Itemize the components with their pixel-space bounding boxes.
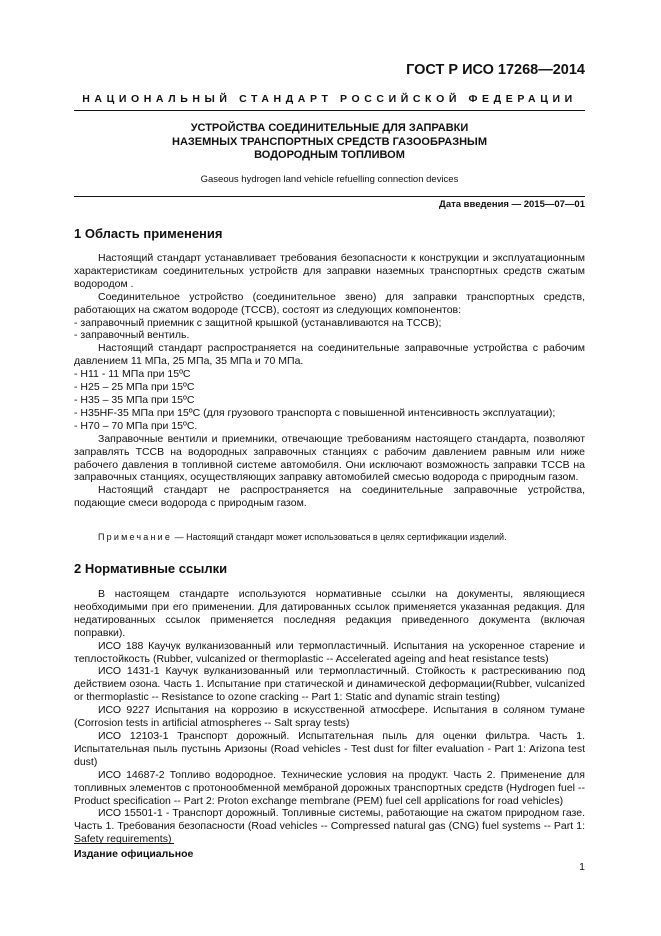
introduction-date: Дата введения — 2015—07—01 bbox=[439, 199, 585, 210]
reference-item: ИСО 12103-1 Транспорт дорожный. Испытательная пыль для оценки фильтра. Часть 1. Испытательная пыль пустынь Аризоны (Road vehicles - Test dust for filter evaluation - Part 1: Arizona test dust) bbox=[74, 729, 585, 768]
list-item: - заправочный вентиль. bbox=[74, 329, 190, 342]
list-item: - Н25 – 25 МПа при 15ºС bbox=[74, 381, 195, 394]
document-title bbox=[74, 122, 585, 163]
note bbox=[74, 532, 585, 542]
note-text: — Настоящий стандарт может использоваться в целях сертификации изделий. bbox=[172, 532, 507, 542]
national-standard-banner: НАЦИОНАЛЬНЫЙ СТАНДАРТ РОССИЙСКОЙ ФЕДЕРАЦИИ bbox=[82, 93, 577, 105]
section-2-body bbox=[74, 588, 585, 846]
section-1-body bbox=[74, 252, 585, 510]
page-number: 1 bbox=[579, 861, 585, 873]
list-item: - заправочный приемник с защитной крышкой (устанавливаются на ТССВ); bbox=[74, 316, 442, 329]
header-divider bbox=[74, 110, 585, 111]
reference-item: ИСО 14687-2 Топливо водородное. Технические условия на продукт. Часть 2. Применение для топливных элементов с протонообменной мембраной дорожных транспортных средств (Hydrogen fuel -- Product specification -- Part 2: Proton exchange membrane (PEM) fuel cell applications for road vehicles) bbox=[74, 768, 585, 807]
note-label: Примечание bbox=[98, 532, 173, 542]
reference-item: ИСО 15501-1 - Транспорт дорожный. Топливные системы, работающие на сжатом природном газе. Часть 1. Требования безопасности (Road vehicles -- Compressed natural gas (CNG) fuel systems -- Part 1: Safety requirements) bbox=[74, 807, 585, 846]
list-item: - Н35HF-35 МПа при 15ºС (для грузового транспорта с повышенной интенсивность эксплуатации); bbox=[74, 406, 556, 419]
reference-item: ИСО 1431-1 Каучук вулканизованный или термопластичный. Стойкость к растрескиванию под действием озона. Часть 1. Испытание при статической и динамической деформации(Rubber, vulcanized or thermoplastic -- Resistance to ozone cracking -- Part 1: Static and dynamic strain testing) bbox=[74, 665, 585, 704]
section-1-heading: 1 Область применения bbox=[74, 226, 223, 241]
standard-number: ГОСТ Р ИСО 17268—2014 bbox=[406, 62, 585, 78]
list-item: - Н35 – 35 МПа при 15ºС bbox=[74, 393, 195, 406]
section-2-heading: 2 Нормативные ссылки bbox=[74, 561, 228, 576]
paragraph: В настоящем стандарте используются нормативные ссылки на документы, являющиеся необходимыми при его применении. Для датированных ссылок применяется указанная редакция. Для недатированных ссылок применяется последняя редакция приведенного документа (включая поправки). bbox=[74, 588, 585, 639]
list-item: - Н70 – 70 МПа при 15ºС. bbox=[74, 419, 198, 432]
official-edition-label: Издание официальное bbox=[74, 848, 194, 860]
reference-item: ИСО 188 Каучук вулканизованный или термопластичный. Испытания на ускоренное старение и теплостойкость (Rubber, vulcanized or thermoplastic -- Accelerated ageing and heat resistance tests) bbox=[74, 639, 585, 665]
title-line-2: НАЗЕМНЫХ ТРАНСПОРТНЫХ СРЕДСТВ ГАЗООБРАЗНЫМ bbox=[172, 135, 487, 148]
paragraph: Настоящий стандарт не распространяется на соединительные заправочные устройства, подающие смеси водорода с природным газом. bbox=[74, 484, 585, 510]
english-title: Gaseous hydrogen land vehicle refuelling connection devices bbox=[200, 174, 459, 185]
paragraph: Заправочные вентили и приемники, отвечающие требованиям настоящего стандарта, позволяют заправлять ТССВ на водородных заправочных станциях с рабочим давлением равным или ниже рабочего давления в топливной системе автомобиля. Они исключают возможность заправки ТССВ на заправочных станциях, осуществляющих заправку автомобилей смесью водорода с природным газом. bbox=[74, 432, 585, 484]
title-divider bbox=[74, 196, 585, 197]
title-line-3: ВОДОРОДНЫМ ТОПЛИВОМ bbox=[254, 149, 405, 161]
paragraph: Настоящий стандарт устанавливает требования безопасности к конструкции и эксплуатационным характеристикам соединительных устройств для заправки наземных транспортных средств сжатым водородом . bbox=[74, 252, 585, 290]
footer-divider bbox=[74, 843, 174, 844]
paragraph: Соединительное устройство (соединительное звено) для заправки транспортных средств, работающих на сжатом водороде (ТССВ), состоят из следующих компонентов: bbox=[74, 290, 585, 316]
paragraph: Настоящий стандарт распространяется на соединительные заправочные устройства с рабочим давлением 11 МПа, 25 МПа, 35 МПа и 70 МПа. bbox=[74, 342, 585, 368]
reference-item: ИСО 9227 Испытания на коррозию в искусственной атмосфере. Испытания в соляном тумане (Corrosion tests in artificial atmospheres -- Salt spray tests) bbox=[74, 704, 585, 730]
list-item: - Н11 - 11 МПа при 15ºС bbox=[74, 368, 191, 381]
title-line-1: УСТРОЙСТВА СОЕДИНИТЕЛЬНЫЕ ДЛЯ ЗАПРАВКИ bbox=[190, 122, 469, 134]
